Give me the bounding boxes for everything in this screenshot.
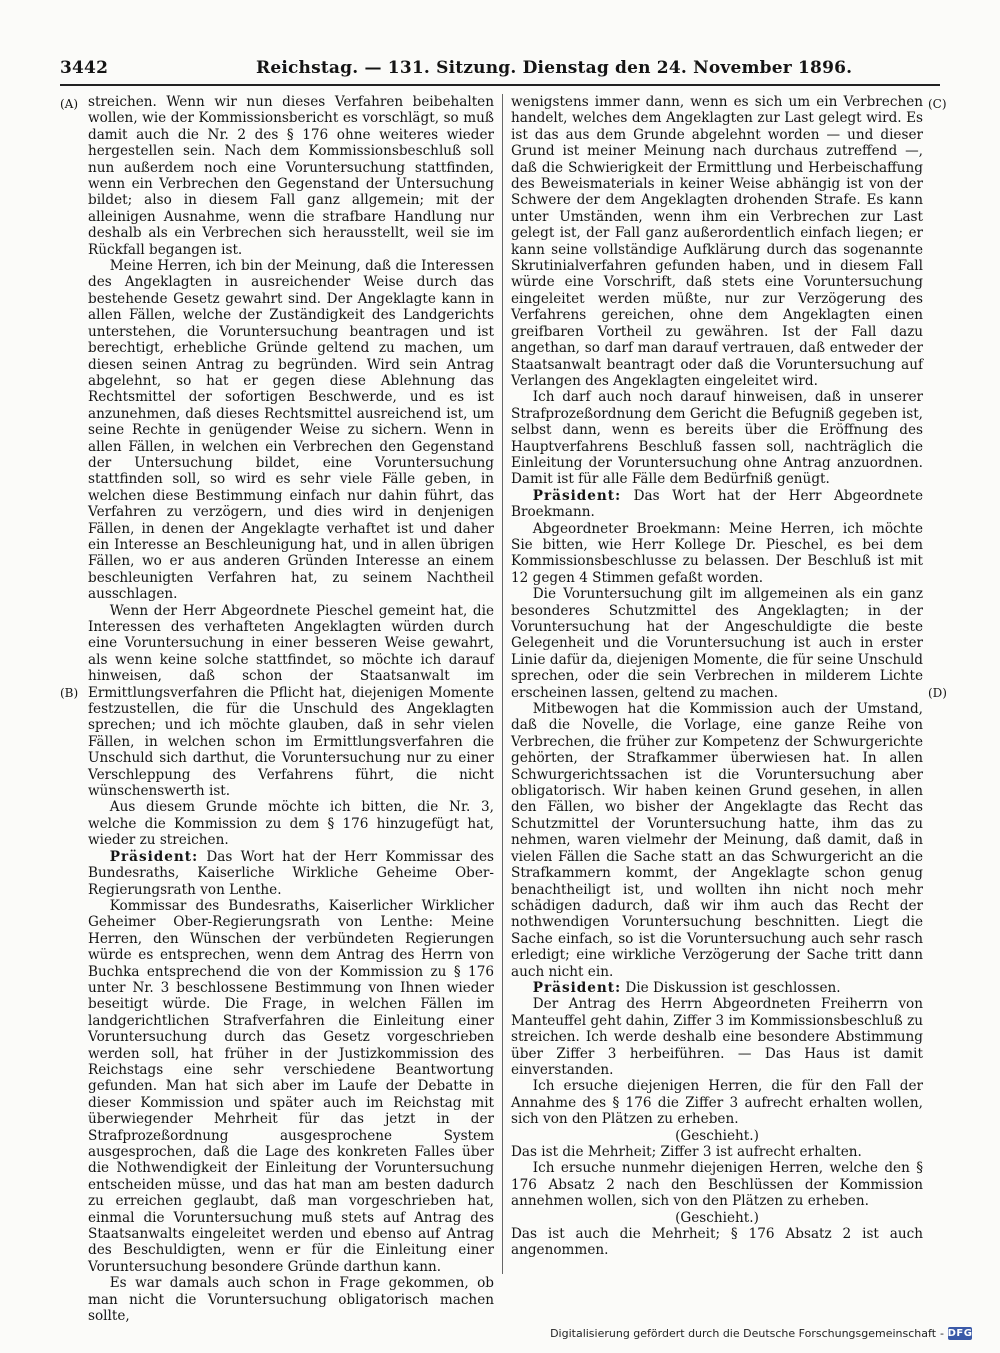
speaker-label: Präsident: — [532, 979, 622, 996]
paragraph — [511, 488, 923, 521]
paragraph — [511, 1144, 923, 1160]
paragraph-text: Kommissar des Bundesraths, Kaiserlicher Wirklicher Geheimer Ober-Regierungsrath von Lenthe: Meine Herren, den Wünschen der verbündeten Regierungen würde es entsprechen, wenn dem Antrag des Herrn von Buchka entsprechend die von der Kommission zu § 176 unter Nr. 3 beschlossene Bestimmung von Ihnen wieder beseitigt würde. Die Frage, in welchen Fällen im landgerichtlichen Strafverfahren die Einleitung einer Voruntersuchung durch das Gesetz vorgeschrieben werden soll, hat früher in der Justizkommission des Reichstags eine sehr verschiedene Beantwortung gefunden. Man hat sich aber im Laufe der Debatte in dieser Kommission und später auch im Reichstag mit überwiegender Mehrheit für das jetzt in der Strafprozeßordnung ausgesprochene System ausgesprochen, daß die Lage des konkreten Falles über die Nothwendigkeit der Einleitung der Voruntersuchung entscheiden müsse, und das hat man am besten dadurch zu erreichen geglaubt, daß man vorgeschrieben hat, einmal die Voruntersuchung muß stets auf Antrag des Staatsanwalts eingeleitet werden und ebenso auf Antrag des Beschuldigten, wenn er für die Einleitung einer Voruntersuchung besondere Gründe darthun kann. — [88, 897, 494, 1275]
paragraph — [511, 1160, 923, 1209]
paragraph-text: Abgeordneter Broekmann: Meine Herren, ich möchte Sie bitten, wie Herr Kollege Dr. Pieschel, es bei dem Kommissionsbeschlusse zu belassen. Der Beschluß ist mit 12 gegen 4 Stimmen gefaßt worden. — [511, 520, 923, 586]
paragraph-text: Das ist die Mehrheit; Ziffer 3 ist aufrecht erhalten. — [511, 1144, 862, 1160]
paragraph-text: streichen. Wenn wir nun dieses Verfahren beibehalten wollen, wie der Kommissionsbericht es vorschlägt, so muß damit auch die Nr. 2 des § 176 ohne weiteres wieder hergestellen sein. Nach dem Kommissionsbeschluß soll nun außerdem noch eine Voruntersuchung stattfinden, wenn ein Verbrechen den Gegenstand der Untersuchung bildet; also in diesem Fall ganz allgemein; mit der alleinigen Ausnahme, wenn die strafbare Handlung nur deshalb als ein Verbrechen sich herausstellt, weil sie im Rückfall begangen ist. — [88, 94, 494, 258]
paragraph-text: wenigstens immer dann, wenn es sich um ein Verbrechen handelt, welches dem Angeklagten zur Last gelegt wird. Es ist das aus dem Grunde abgelehnt worden — und dieser Grund ist meiner Meinung nach durchaus zutreffend —, daß die Schwierigkeit der Ermittlung und Herbeischaffung des Beweismaterials in keiner Weise abhängig ist von der Schwere der dem Angeklagten drohenden Strafe. Es kann unter Umständen, wenn ihm ein Verbrechen zur Last gelegt ist, der Fall ganz außerordentlich einfach liegen; er kann seine vollständige Aufklärung durch das sogenannte Skrutinialverfahren gefunden haben, und in diesem Fall würde eine Vorschrift, daß stets eine Voruntersuchung eingeleitet werden müßte, nur zur Verzögerung des Verfahrens gereichen, ohne dem Angeklagten einen greifbaren Vortheil zu gewähren. Ist der Fall dazu angethan, so darf man darauf vertrauen, daß entweder der Staatsanwalt beantragt oder daß die Voruntersuchung auf Verlangen des Angeklagten eingeleitet wird. — [511, 94, 923, 389]
paragraph-text: (Geschieht.) — [675, 1209, 759, 1226]
paragraph-text: Meine Herren, ich bin der Meinung, daß die Interessen des Angeklagten in ausreichender Weise durch das bestehende Gesetz gewahrt sind. Der Angeklagte kann in allen Fällen, welche der Zuständigkeit des Landgerichts unterstehen, die Voruntersuchung beantragen und ist berechtigt, erhebliche Gründe geltend zu machen, um diesen seinen Antrag zu begründen. Wird sein Antrag abgelehnt, so hat er gegen diese Ablehnung das Rechtsmittel der sofortigen Beschwerde, und es ist anzunehmen, daß dieses Rechtsmittel ausreichend ist, um seine Rechte in genügender Weise zu sichern. Wenn in allen Fällen, in welchen ein Verbrechen den Gegenstand der Untersuchung bildet, eine Voruntersuchung stattfinden soll, so wird es sehr viele Fälle geben, in welchen diese Bestimmung einfach nur dahin führt, das Verfahren zu verzögern, und dies wird in denjenigen Fällen, in denen der Angeklagte verhaftet ist und daher ein Interesse an Beschleunigung hat, und in allen übrigen Fällen, wo er aus anderen Gründen Interesse an einem beschleunigten Verfahren hat, zu seinem Nachtheil ausschlagen. — [88, 258, 494, 603]
paragraph — [511, 1078, 923, 1127]
paragraph-text: Ich ersuche nunmehr diejenigen Herren, welche den § 176 Absatz 2 nach den Beschlüssen der Kommission annehmen wollen, sich von den Plätzen zu erheben. — [511, 1160, 923, 1210]
paragraph-text: Mitbewogen hat die Kommission auch der Umstand, daß die Novelle, die Vorlage, eine ganze Reihe von Verbrechen, die früher zur Kompetenz der Schwurgerichte gehörten, der Strafkammer überwiesen hat. In allen Schwurgerichtssachen ist die Voruntersuchung aber obligatorisch. Wir haben keinen Grund gesehen, in allen den Fällen, wo bisher der Angeklagte das Recht das Schutzmittel der Voruntersuchung hatte, ihm das zu nehmen, waren vielmehr der Meinung, daß damit, daß in vielen Fällen die Sache statt an das Schwurgericht an die Strafkammern kommt, der Angeklagte schon genug benachtheiligt ist, und wollten ihn nicht noch mehr schädigen dadurch, daß wir ihm auch das Recht der nothwendigen Voruntersuchung beschnitten. Liegt die Sache einfach, so ist die Voruntersuchung auch sehr rasch erledigt; eine wirkliche Verzögerung der Sache tritt dann auch nicht ein. — [511, 701, 923, 980]
margin-marker-d: (D) — [928, 686, 947, 700]
paragraph-text: Ich ersuche diejenigen Herren, die für den Fall der Annahme des § 176 die Ziffer 3 aufrecht erhalten wollen, sich von den Plätzen zu erheben. — [511, 1078, 923, 1128]
paragraph-text: Aus diesem Grunde möchte ich bitten, die Nr. 3, welche die Kommission zu dem § 176 hinzugefügt hat, wieder zu streichen. — [88, 799, 494, 849]
paragraph — [511, 1226, 923, 1259]
column-divider — [502, 94, 503, 1274]
paragraph — [511, 996, 923, 1078]
footer-credit: Digitalisierung gefördert durch die Deutsche Forschungsgemeinschaft - DFG — [550, 1327, 973, 1340]
left-text-column — [88, 94, 494, 1325]
page-running-title: Reichstag. — 131. Sitzung. Dienstag den 24. November 1896. — [256, 58, 853, 78]
stage-direction — [511, 1128, 923, 1144]
speaker-label: Präsident: — [109, 848, 199, 865]
margin-marker-a: (A) — [60, 97, 79, 111]
header-rule — [60, 84, 940, 86]
margin-marker-c: (C) — [928, 97, 947, 111]
paragraph — [511, 521, 923, 587]
paragraph — [88, 94, 494, 258]
stage-direction — [511, 1210, 923, 1226]
paragraph — [88, 258, 494, 603]
paragraph — [511, 701, 923, 980]
footer-text: Digitalisierung gefördert durch die Deutsche Forschungsgemeinschaft — [550, 1327, 937, 1340]
paragraph — [511, 586, 923, 701]
right-text-column — [511, 94, 923, 1284]
paragraph — [88, 849, 494, 898]
paragraph — [88, 799, 494, 848]
paragraph — [88, 1275, 494, 1324]
paragraph-text: Das Wort hat der Herr Abgeordnete Broekmann. — [511, 487, 924, 521]
margin-marker-b: (B) — [60, 686, 79, 700]
paragraph-text: Das Wort hat der Herr Kommissar des Bundesraths, Kaiserliche Wirkliche Geheime Ober-Regierungsrath von Lenthe. — [88, 848, 494, 898]
paragraph-text: Es war damals auch schon in Frage gekommen, ob man nicht die Voruntersuchung obligatorisch machen sollte, — [88, 1275, 494, 1325]
paragraph — [88, 898, 494, 1275]
paragraph-text: Die Voruntersuchung gilt im allgemeinen als ein ganz besonderes Schutzmittel des Angeklagten; in der Voruntersuchung hat der Angeschuldigte die beste Gelegenheit und die Voruntersuchung ist auch in erster Linie dafür da, diejenigen Momente, die für seine Unschuld sprechen, oder die sein Verbrechen in milderem Lichte erscheinen lassen, geltend zu machen. — [511, 586, 923, 701]
paragraph — [88, 603, 494, 800]
paragraph — [511, 980, 923, 996]
paragraph-text: Die Diskussion ist geschlossen. — [625, 979, 841, 996]
paragraph — [511, 94, 923, 389]
dfg-logo-icon: DFG — [947, 1328, 973, 1339]
paragraph-text: Ich darf auch noch darauf hinweisen, daß in unserer Strafprozeßordnung dem Gericht die Befugniß gegeben ist, selbst dann, wenn es bereits über die Eröffnung des Hauptverfahrens Beschluß fassen soll, nachträglich die Einleitung der Voruntersuchung ohne Antrag anzuordnen. Damit ist für alle Fälle dem Bedürfniß genügt. — [511, 389, 923, 488]
page-header — [60, 58, 940, 84]
paragraph-text: (Geschieht.) — [675, 1127, 759, 1144]
paragraph-text: Wenn der Herr Abgeordnete Pieschel gemeint hat, die Interessen des verhafteten Angeklagten würden durch eine Voruntersuchung in einer besseren Weise gewahrt, als wenn keine solche stattfindet, so möchte ich darauf hinweisen, daß schon der Staatsanwalt im Ermittlungsverfahren die Pflicht hat, diejenigen Momente festzustellen, die für die Unschuld des Angeklagten sprechen; und ich möchte glauben, daß in sehr vielen Fällen, in welchen schon im Ermittlungsverfahren die Unschuld sich darthut, die Voruntersuchung nur zu einer Verschleppung des Verfahrens führt, die nicht wünschenswerth ist. — [88, 602, 494, 800]
page-number: 3442 — [60, 58, 109, 78]
paragraph-text: Das ist auch die Mehrheit; § 176 Absatz 2 ist auch angenommen. — [511, 1226, 923, 1259]
paragraph-text: Der Antrag des Herrn Abgeordneten Freiherrn von Manteuffel geht dahin, Ziffer 3 im Kommissionsbeschluß zu streichen. Ich werde deshalb eine besondere Abstimmung über Ziffer 3 herbeiführen. — Das Haus ist damit einverstanden. — [511, 996, 923, 1078]
paragraph — [511, 389, 923, 487]
speaker-label: Präsident: — [532, 487, 622, 504]
